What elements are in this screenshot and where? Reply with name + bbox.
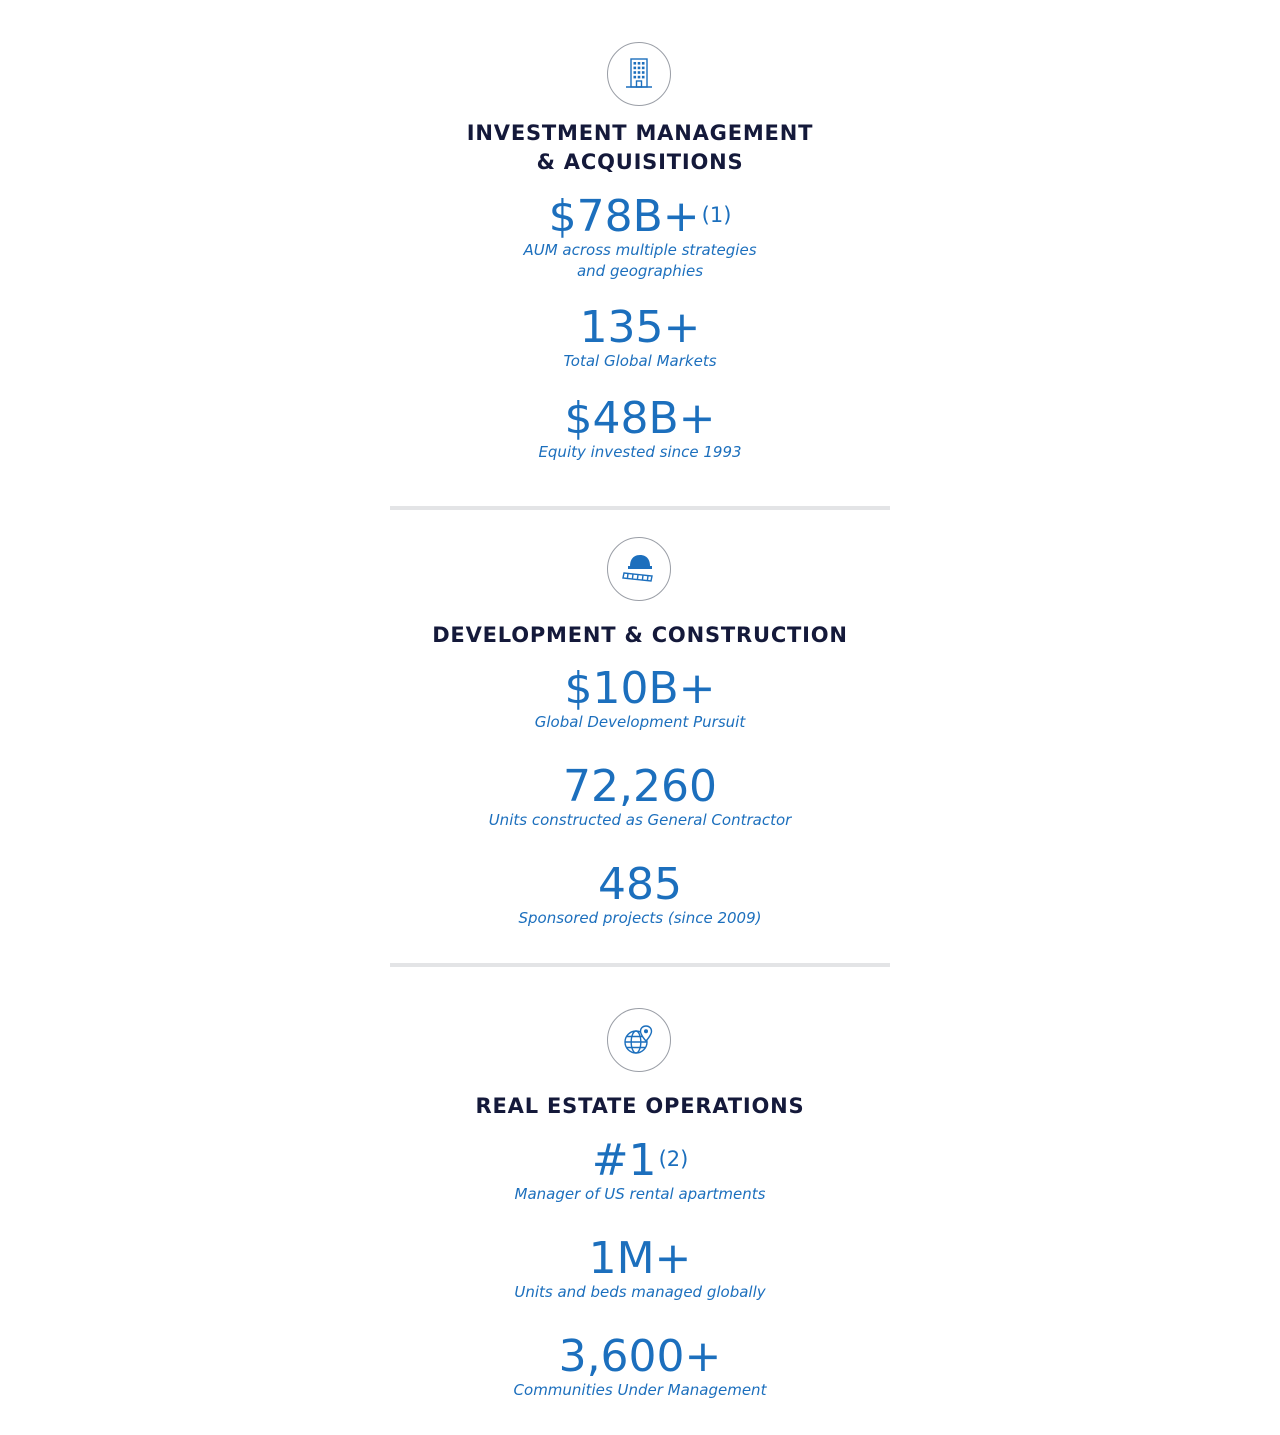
stat-label: AUM across multiple strategies: [523, 241, 757, 259]
section-title-line: REAL ESTATE OPERATIONS: [475, 1094, 805, 1118]
stat-label: and geographies: [576, 262, 704, 280]
building-icon: [621, 56, 657, 92]
section-divider: [390, 963, 890, 967]
stat-value: $48B+: [564, 393, 716, 444]
stat-global-markets: [0, 302, 1280, 372]
section-title-operations: [0, 1092, 1280, 1121]
stat-communities: [0, 1331, 1280, 1401]
stat-aum: [0, 191, 1280, 282]
stat-label: Units and beds managed globally: [514, 1283, 766, 1301]
stat-label: Sponsored projects (since 2009): [518, 909, 762, 927]
stat-rank-manager: [0, 1135, 1280, 1205]
section-divider: [390, 506, 890, 510]
stat-label: Units constructed as General Contractor: [488, 811, 792, 829]
section-title-line: & ACQUISITIONS: [536, 150, 744, 174]
stat-units-managed: [0, 1233, 1280, 1303]
section-title-line: DEVELOPMENT & CONSTRUCTION: [432, 623, 848, 647]
section-icon-circle: [607, 1008, 671, 1072]
stat-label: Total Global Markets: [563, 352, 717, 370]
stat-units-constructed: [0, 761, 1280, 831]
stat-label: Equity invested since 1993: [538, 443, 742, 461]
stat-label: Manager of US rental apartments: [514, 1185, 766, 1203]
stat-value: 3,600+: [558, 1331, 722, 1382]
stat-value-text: $78B+: [548, 191, 700, 242]
footnote-marker: (2): [658, 1147, 689, 1171]
hard-hat-blueprint-icon: [619, 551, 659, 587]
stat-value: 135+: [579, 302, 701, 353]
section-title-investment: [0, 119, 1280, 177]
stat-development-pursuit: [0, 663, 1280, 733]
stat-label: Global Development Pursuit: [534, 713, 746, 731]
stat-value: 485: [598, 859, 682, 910]
section-icon-circle: [607, 537, 671, 601]
section-title-line: INVESTMENT MANAGEMENT: [466, 121, 814, 145]
section-icon-circle: [607, 42, 671, 106]
stat-value-text: #1: [591, 1135, 657, 1186]
stat-sponsored-projects: [0, 859, 1280, 929]
stat-label: Communities Under Management: [513, 1381, 767, 1399]
globe-location-pin-icon: [621, 1022, 657, 1058]
stat-value: 72,260: [563, 761, 717, 812]
stat-value: 1M+: [588, 1233, 692, 1284]
footnote-marker: (1): [701, 203, 732, 227]
section-title-development: [0, 621, 1280, 650]
stat-value: [0, 1135, 1280, 1186]
stat-value: [0, 191, 1280, 242]
stat-value: $10B+: [564, 663, 716, 714]
stat-equity-invested: [0, 393, 1280, 463]
